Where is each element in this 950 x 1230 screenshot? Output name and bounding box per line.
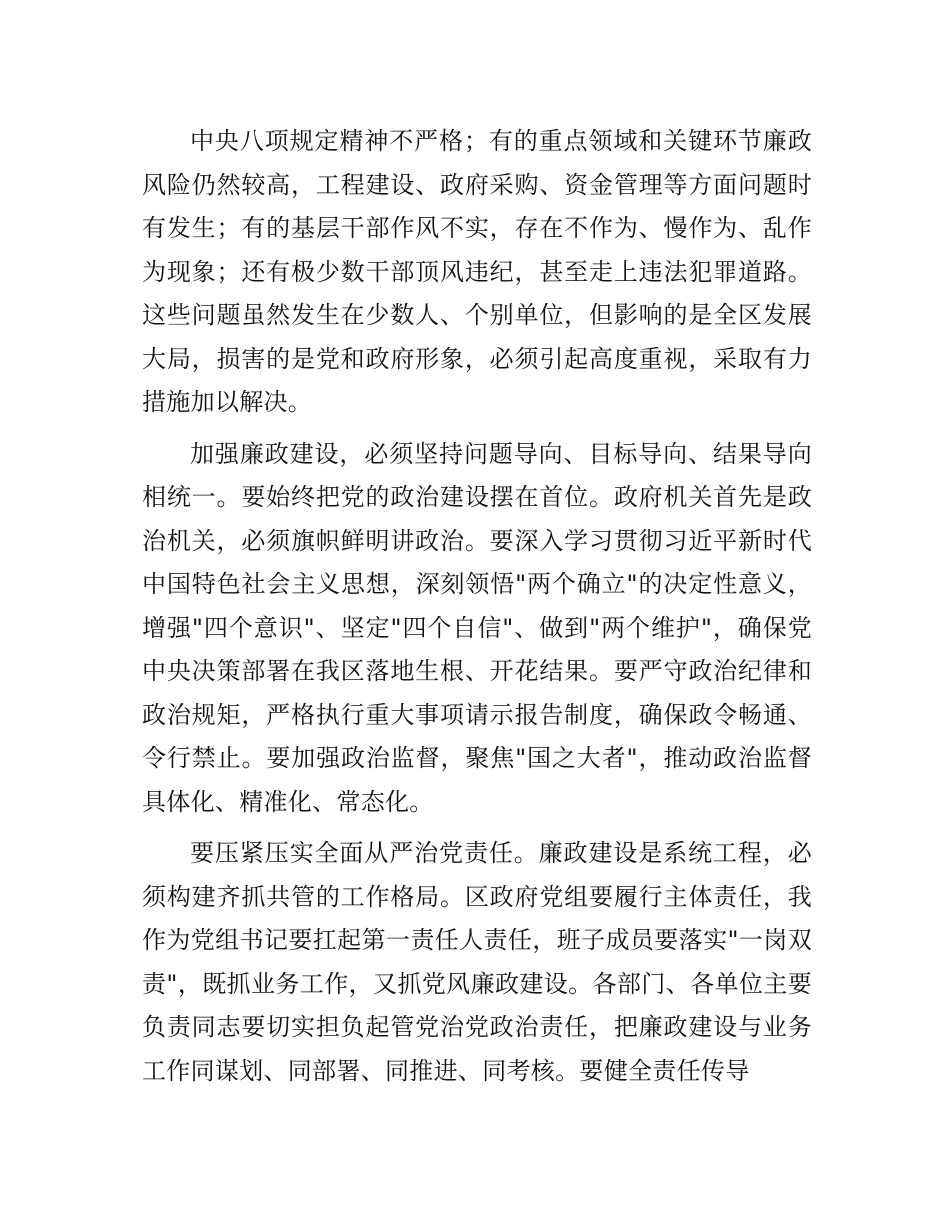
paragraph-1: 中央八项规定精神不严格；有的重点领域和关键环节廉政风险仍然较高，工程建设、政府采购、资金管理等方面问题时有发生；有的基层干部作风不实，存在不作为、慢作为、乱作为现象；还有极少数干部顶风违纪，甚至走上违法犯罪道路。这些问题虽然发生在少数人、个别单位，但影响的是全区发展大局，损害的是党和政府形象，必须引起高度重视，采取有力措施加以解决。 — [142, 127, 812, 416]
paragraph-2: 加强廉政建设，必须坚持问题导向、目标导向、结果导向相统一。要始终把党的政治建设摆在首位。政府机关首先是政治机关，必须旗帜鲜明讲政治。要深入学习贯彻习近平新时代中国特色社会主义思想，深刻领悟"两个确立"的决定性意义，增强"四个意识"、坚定"四个自信"、做到"两个维护"，确保党中央决策部署在我区落地生根、开花结果。要严守政治纪律和政治规矩，严格执行重大事项请示报告制度，确保政令畅通、令行禁止。要加强政治监督，聚焦"国之大者"，推动政治监督具体化、精准化、常态化。 — [142, 439, 812, 816]
paragraph-3: 要压紧压实全面从严治党责任。廉政建设是系统工程，必须构建齐抓共管的工作格局。区政府党组要履行主体责任，我作为党组书记要扛起第一责任人责任，班子成员要落实"一岗双责"，既抓业务工作，又抓党风廉政建设。各部门、各单位主要负责同志要切实担负起管党治党政治责任，把廉政建设与业务工作同谋划、同部署、同推进、同考核。要健全责任传导 — [142, 839, 812, 1085]
document-body — [142, 120, 812, 1101]
